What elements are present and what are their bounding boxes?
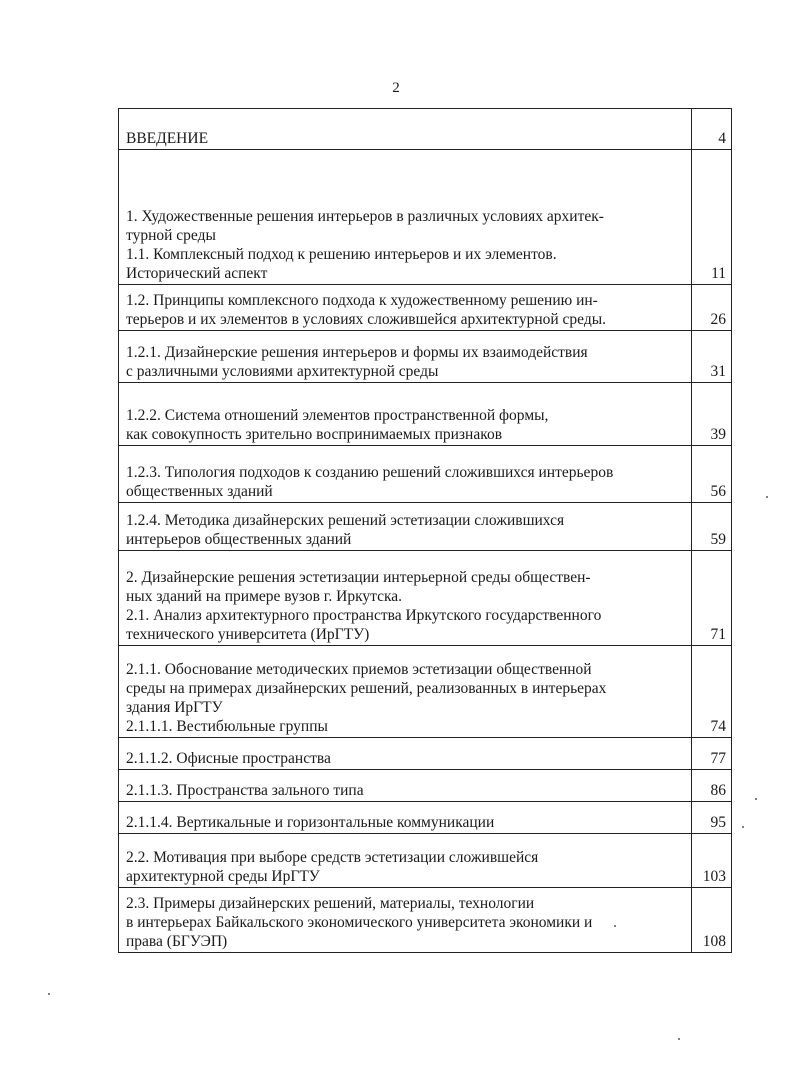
toc-row <box>119 834 732 888</box>
scan-speck <box>48 993 50 995</box>
toc-entry-title <box>119 770 692 802</box>
scan-speck <box>766 496 768 498</box>
toc-entry-line: с различными условиями архитектурной среды <box>126 363 439 380</box>
toc-entry-line: среды на примерах дизайнерских решений, реализованных в интерьерах <box>126 680 607 697</box>
toc-entry-line: 2.1.1.2. Офисные пространства <box>126 750 331 767</box>
toc-entry-line: технического университета (ИрГТУ) <box>126 626 370 643</box>
toc-entry-line: 1.2.2. Система отношений элементов пространственной формы, <box>126 407 549 424</box>
toc-entry-page: 77 <box>692 738 732 770</box>
toc-entry-title <box>119 646 692 738</box>
toc-entry-line: 2.1.1.3. Пространства зального типа <box>126 782 364 799</box>
toc-row <box>119 446 732 503</box>
toc-entry-line: интерьеров общественных зданий <box>126 531 352 548</box>
toc-entry-title <box>119 834 692 888</box>
toc-entry-line: 2.1.1.1. Вестибюльные группы <box>126 718 328 735</box>
toc-entry-title <box>119 802 692 834</box>
toc-entry-title <box>119 285 692 331</box>
scan-speck <box>614 925 616 927</box>
toc-entry-line: 1. Художественные решения интерьеров в различных условиях архитек- <box>126 208 604 225</box>
toc-entry-page: 56 <box>692 446 732 503</box>
toc-row <box>119 888 732 953</box>
toc-entry-line: ных зданий на примере вузов г. Иркутска. <box>126 588 403 605</box>
toc-entry-title <box>119 109 692 150</box>
toc-entry-line: 2.1. Анализ архитектурного пространства Иркутского государственного <box>126 607 602 624</box>
toc-entry-line: ВВЕДЕНИЕ <box>126 130 209 147</box>
toc-row <box>119 770 732 802</box>
page-number: 2 <box>392 80 400 96</box>
toc-row <box>119 150 732 285</box>
toc-entry-line: 1.2. Принципы комплексного подхода к художественному решению ин- <box>126 292 598 309</box>
toc-entry-page: 39 <box>692 383 732 446</box>
toc-entry-title <box>119 150 692 285</box>
toc-body <box>119 109 732 953</box>
toc-entry-line: права (БГУЭП) <box>126 933 228 950</box>
scan-speck <box>742 826 744 828</box>
toc-entry-page: 59 <box>692 503 732 551</box>
toc-entry-line: 1.2.3. Типология подходов к созданию решений сложившихся интерьеров <box>126 464 614 481</box>
toc-entry-line: терьеров и их элементов в условиях сложившейся архитектурной среды. <box>126 311 607 328</box>
toc-row <box>119 503 732 551</box>
toc-entry-line: архитектурной среды ИрГТУ <box>126 868 320 885</box>
toc-row <box>119 802 732 834</box>
toc-entry-line: здания ИрГТУ <box>126 699 223 716</box>
toc-entry-title <box>119 738 692 770</box>
toc-entry-title <box>119 383 692 446</box>
toc-entry-title <box>119 503 692 551</box>
toc-entry-page: 74 <box>692 646 732 738</box>
toc-entry-line: Исторический аспект <box>126 265 268 282</box>
toc-entry-page: 31 <box>692 331 732 383</box>
toc-row <box>119 551 732 646</box>
toc-row <box>119 738 732 770</box>
toc-entry-line: 1.2.4. Методика дизайнерских решений эстетизации сложившихся <box>126 512 565 529</box>
toc-entry-page: 71 <box>692 551 732 646</box>
toc-entry-title <box>119 888 692 953</box>
toc-entry-line: 2.3. Примеры дизайнерских решений, материалы, технологии <box>126 895 535 912</box>
toc-entry-line: в интерьерах Байкальского экономического университета экономики и <box>126 914 593 931</box>
toc-row <box>119 285 732 331</box>
toc-entry-line: 2. Дизайнерские решения эстетизации интерьерной среды обществен- <box>126 569 591 586</box>
toc-entry-line: как совокупность зрительно воспринимаемых признаков <box>126 426 503 443</box>
toc-entry-page: 108 <box>692 888 732 953</box>
toc-entry-line: 2.1.1. Обоснование методических приемов эстетизации общественной <box>126 661 592 678</box>
toc-entry-line: турной среды <box>126 227 216 244</box>
toc-entry-title <box>119 446 692 503</box>
toc-entry-page: 95 <box>692 802 732 834</box>
scan-speck <box>755 798 757 800</box>
toc-entry-line: 1.1. Комплексный подход к решению интерьеров и их элементов. <box>126 246 557 263</box>
toc-entry-page: 4 <box>692 109 732 150</box>
toc-entry-line: 1.2.1. Дизайнерские решения интерьеров и формы их взаимодействия <box>126 344 588 361</box>
toc-entry-page: 11 <box>692 150 732 285</box>
toc-entry-page: 103 <box>692 834 732 888</box>
toc-row <box>119 109 732 150</box>
toc-entry-page: 86 <box>692 770 732 802</box>
table-of-contents <box>118 108 732 953</box>
toc-row <box>119 646 732 738</box>
toc-entry-line: 2.2. Мотивация при выборе средств эстетизации сложившейся <box>126 849 539 866</box>
toc-entry-page: 26 <box>692 285 732 331</box>
toc-entry-title <box>119 551 692 646</box>
scan-speck <box>678 1038 680 1040</box>
toc-entry-line: 2.1.1.4. Вертикальные и горизонтальные коммуникации <box>126 814 495 831</box>
toc-entry-line: общественных зданий <box>126 483 273 500</box>
toc-row <box>119 331 732 383</box>
toc-row <box>119 383 732 446</box>
toc-entry-title <box>119 331 692 383</box>
